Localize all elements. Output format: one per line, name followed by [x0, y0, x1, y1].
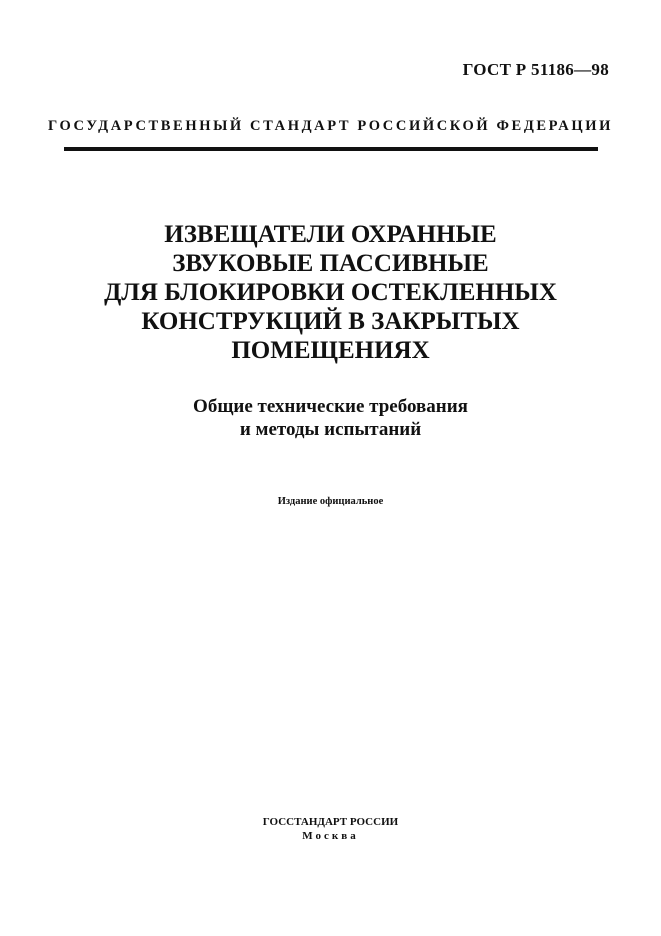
title-line: ЗВУКОВЫЕ ПАССИВНЫЕ: [172, 250, 489, 277]
document-subtitle: [0, 395, 661, 441]
publisher-block: [0, 815, 661, 843]
title-line: ПОМЕЩЕНИЯХ: [231, 337, 430, 364]
title-line: ИЗВЕЩАТЕЛИ ОХРАННЫЕ: [164, 221, 497, 248]
header-divider: [64, 147, 598, 151]
publisher-city: Москва: [302, 830, 359, 842]
subtitle-line: Общие технические требования: [193, 396, 468, 417]
publisher-name: ГОССТАНДАРТ РОССИИ: [262, 816, 399, 828]
title-line: ДЛЯ БЛОКИРОВКИ ОСТЕКЛЕННЫХ: [104, 279, 557, 306]
document-title: [0, 220, 661, 365]
edition-note: Издание официальное: [277, 496, 384, 507]
title-line: КОНСТРУКЦИЙ В ЗАКРЫТЫХ: [141, 308, 520, 335]
standard-type-heading: ГОСУДАРСТВЕННЫЙ СТАНДАРТ РОССИЙСКОЙ ФЕДЕРАЦИИ: [47, 118, 613, 134]
subtitle-line: и методы испытаний: [239, 419, 422, 440]
document-number: ГОСТ Р 51186—98: [462, 60, 609, 79]
